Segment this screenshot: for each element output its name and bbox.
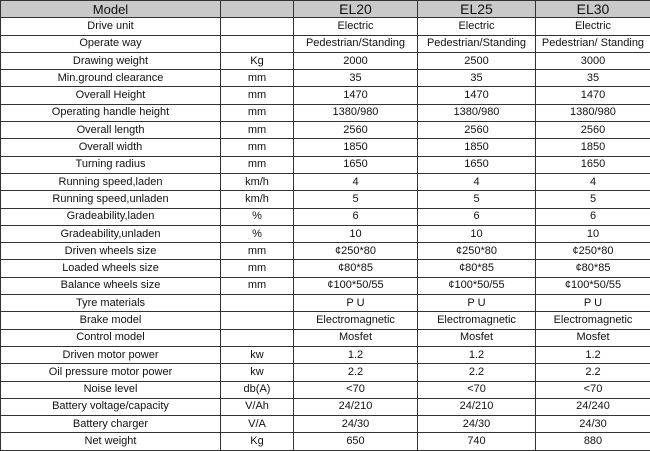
el30-value-cell: <70 bbox=[536, 381, 650, 398]
param-name-cell: Running speed,unladen bbox=[1, 191, 221, 208]
param-name-cell: Net weight bbox=[1, 433, 221, 451]
el25-value-cell: 35 bbox=[418, 70, 536, 87]
table-row bbox=[1, 364, 650, 381]
unit-cell: V/Ah bbox=[221, 398, 294, 415]
el25-value-cell: 4 bbox=[418, 173, 536, 190]
unit-cell: mm bbox=[221, 156, 294, 173]
header-model-el25: EL25 bbox=[418, 1, 536, 18]
table-row bbox=[1, 346, 650, 363]
unit-cell bbox=[221, 295, 294, 312]
el20-value-cell: 4 bbox=[294, 173, 418, 190]
param-name-cell: Turning radius bbox=[1, 156, 221, 173]
el20-value-cell: 2.2 bbox=[294, 364, 418, 381]
el25-value-cell: ¢100*50/55 bbox=[418, 277, 536, 294]
param-name-cell: Overall width bbox=[1, 139, 221, 156]
table-row bbox=[1, 398, 650, 415]
el20-value-cell: 5 bbox=[294, 191, 418, 208]
el20-value-cell: 35 bbox=[294, 70, 418, 87]
el30-value-cell: 4 bbox=[536, 173, 650, 190]
table-row bbox=[1, 243, 650, 260]
el20-value-cell: ¢250*80 bbox=[294, 243, 418, 260]
el25-value-cell: 10 bbox=[418, 225, 536, 242]
el25-value-cell: 2500 bbox=[418, 52, 536, 69]
param-name-cell: Balance wheels size bbox=[1, 277, 221, 294]
unit-cell: mm bbox=[221, 139, 294, 156]
el20-value-cell: 1.2 bbox=[294, 346, 418, 363]
table-row bbox=[1, 416, 650, 433]
table-row bbox=[1, 35, 650, 52]
el30-value-cell: ¢80*85 bbox=[536, 260, 650, 277]
el25-value-cell: 1.2 bbox=[418, 346, 536, 363]
unit-cell: % bbox=[221, 225, 294, 242]
param-name-cell: Driven wheels size bbox=[1, 243, 221, 260]
param-name-cell: Min.ground clearance bbox=[1, 70, 221, 87]
el25-value-cell: <70 bbox=[418, 381, 536, 398]
el30-value-cell: 24/30 bbox=[536, 416, 650, 433]
el30-value-cell: P U bbox=[536, 295, 650, 312]
el25-value-cell: 1850 bbox=[418, 139, 536, 156]
table-row bbox=[1, 70, 650, 87]
el20-value-cell: 24/210 bbox=[294, 398, 418, 415]
el20-value-cell: Electric bbox=[294, 18, 418, 35]
unit-cell bbox=[221, 329, 294, 346]
el25-value-cell: Mosfet bbox=[418, 329, 536, 346]
el25-value-cell: 6 bbox=[418, 208, 536, 225]
param-name-cell: Drive unit bbox=[1, 18, 221, 35]
unit-cell: kw bbox=[221, 346, 294, 363]
el30-value-cell: 1380/980 bbox=[536, 104, 650, 121]
el30-value-cell: 10 bbox=[536, 225, 650, 242]
unit-cell: mm bbox=[221, 70, 294, 87]
el20-value-cell: Pedestrian/Standing bbox=[294, 35, 418, 52]
param-name-cell: Tyre materials bbox=[1, 295, 221, 312]
header-unit-label bbox=[221, 1, 294, 18]
header-model-label: Model bbox=[1, 1, 221, 18]
param-name-cell: Overall length bbox=[1, 122, 221, 139]
table-row bbox=[1, 139, 650, 156]
param-name-cell: Loaded wheels size bbox=[1, 260, 221, 277]
el25-value-cell: ¢80*85 bbox=[418, 260, 536, 277]
table-row bbox=[1, 225, 650, 242]
unit-cell: km/h bbox=[221, 173, 294, 190]
el20-value-cell: ¢100*50/55 bbox=[294, 277, 418, 294]
el25-value-cell: 2.2 bbox=[418, 364, 536, 381]
el25-value-cell: 1470 bbox=[418, 87, 536, 104]
el20-value-cell: 6 bbox=[294, 208, 418, 225]
unit-cell: mm bbox=[221, 104, 294, 121]
el30-value-cell: ¢100*50/55 bbox=[536, 277, 650, 294]
el25-value-cell: 1380/980 bbox=[418, 104, 536, 121]
param-name-cell: Brake model bbox=[1, 312, 221, 329]
table-row bbox=[1, 18, 650, 35]
el25-value-cell: ¢250*80 bbox=[418, 243, 536, 260]
header-row bbox=[1, 1, 650, 18]
unit-cell: Kg bbox=[221, 52, 294, 69]
table-row bbox=[1, 260, 650, 277]
table-row bbox=[1, 191, 650, 208]
el20-value-cell: P U bbox=[294, 295, 418, 312]
table-row bbox=[1, 329, 650, 346]
el30-value-cell: 2560 bbox=[536, 122, 650, 139]
el30-value-cell: 1650 bbox=[536, 156, 650, 173]
el25-value-cell: Electromagnetic bbox=[418, 312, 536, 329]
el20-value-cell: ¢80*85 bbox=[294, 260, 418, 277]
param-name-cell: Running speed,laden bbox=[1, 173, 221, 190]
param-name-cell: Control model bbox=[1, 329, 221, 346]
el30-value-cell: 5 bbox=[536, 191, 650, 208]
el25-value-cell: Pedestrian/Standing bbox=[418, 35, 536, 52]
el25-value-cell: 24/30 bbox=[418, 416, 536, 433]
param-name-cell: Gradeability,laden bbox=[1, 208, 221, 225]
param-name-cell: Gradeability,unladen bbox=[1, 225, 221, 242]
el25-value-cell: 5 bbox=[418, 191, 536, 208]
el20-value-cell: 1650 bbox=[294, 156, 418, 173]
param-name-cell: Oil pressure motor power bbox=[1, 364, 221, 381]
param-name-cell: Drawing weight bbox=[1, 52, 221, 69]
unit-cell bbox=[221, 18, 294, 35]
unit-cell: Kg bbox=[221, 433, 294, 451]
param-name-cell: Battery voltage/capacity bbox=[1, 398, 221, 415]
el20-value-cell: 1380/980 bbox=[294, 104, 418, 121]
el30-value-cell: ¢250*80 bbox=[536, 243, 650, 260]
el30-value-cell: Electric bbox=[536, 18, 650, 35]
table-row bbox=[1, 295, 650, 312]
el25-value-cell: 1650 bbox=[418, 156, 536, 173]
header-model-el30: EL30 bbox=[536, 1, 650, 18]
unit-cell: mm bbox=[221, 277, 294, 294]
table-row bbox=[1, 122, 650, 139]
table-row bbox=[1, 277, 650, 294]
table-row bbox=[1, 52, 650, 69]
table-row bbox=[1, 104, 650, 121]
el30-value-cell: 1.2 bbox=[536, 346, 650, 363]
unit-cell bbox=[221, 312, 294, 329]
unit-cell: V/A bbox=[221, 416, 294, 433]
el30-value-cell: Electromagnetic bbox=[536, 312, 650, 329]
table-row bbox=[1, 173, 650, 190]
el30-value-cell: 880 bbox=[536, 433, 650, 451]
el30-value-cell: 3000 bbox=[536, 52, 650, 69]
el20-value-cell: 24/30 bbox=[294, 416, 418, 433]
el20-value-cell: Electromagnetic bbox=[294, 312, 418, 329]
param-name-cell: Noise level bbox=[1, 381, 221, 398]
table-row bbox=[1, 312, 650, 329]
el30-value-cell: 1850 bbox=[536, 139, 650, 156]
param-name-cell: Driven motor power bbox=[1, 346, 221, 363]
header-model-el20: EL20 bbox=[294, 1, 418, 18]
el20-value-cell: 1850 bbox=[294, 139, 418, 156]
param-name-cell: Overall Height bbox=[1, 87, 221, 104]
table-row bbox=[1, 433, 650, 451]
el30-value-cell: Pedestrian/ Standing bbox=[536, 35, 650, 52]
el30-value-cell: Mosfet bbox=[536, 329, 650, 346]
param-name-cell: Battery charger bbox=[1, 416, 221, 433]
unit-cell: db(A) bbox=[221, 381, 294, 398]
el30-value-cell: 35 bbox=[536, 70, 650, 87]
el25-value-cell: 24/210 bbox=[418, 398, 536, 415]
param-name-cell: Operating handle height bbox=[1, 104, 221, 121]
el25-value-cell: 2560 bbox=[418, 122, 536, 139]
unit-cell: % bbox=[221, 208, 294, 225]
el30-value-cell: 1470 bbox=[536, 87, 650, 104]
el25-value-cell: 740 bbox=[418, 433, 536, 451]
el20-value-cell: 2000 bbox=[294, 52, 418, 69]
spec-table-body bbox=[1, 1, 650, 451]
el20-value-cell: 2560 bbox=[294, 122, 418, 139]
unit-cell: mm bbox=[221, 122, 294, 139]
param-name-cell: Operate way bbox=[1, 35, 221, 52]
unit-cell: mm bbox=[221, 243, 294, 260]
table-row bbox=[1, 87, 650, 104]
el20-value-cell: <70 bbox=[294, 381, 418, 398]
el30-value-cell: 2.2 bbox=[536, 364, 650, 381]
el20-value-cell: 10 bbox=[294, 225, 418, 242]
table-row bbox=[1, 381, 650, 398]
el20-value-cell: 650 bbox=[294, 433, 418, 451]
unit-cell: kw bbox=[221, 364, 294, 381]
unit-cell: mm bbox=[221, 260, 294, 277]
el25-value-cell: Electric bbox=[418, 18, 536, 35]
el30-value-cell: 24/240 bbox=[536, 398, 650, 415]
table-row bbox=[1, 156, 650, 173]
el20-value-cell: Mosfet bbox=[294, 329, 418, 346]
unit-cell: km/h bbox=[221, 191, 294, 208]
unit-cell: mm bbox=[221, 87, 294, 104]
el30-value-cell: 6 bbox=[536, 208, 650, 225]
el25-value-cell: P U bbox=[418, 295, 536, 312]
table-row bbox=[1, 208, 650, 225]
unit-cell bbox=[221, 35, 294, 52]
el20-value-cell: 1470 bbox=[294, 87, 418, 104]
